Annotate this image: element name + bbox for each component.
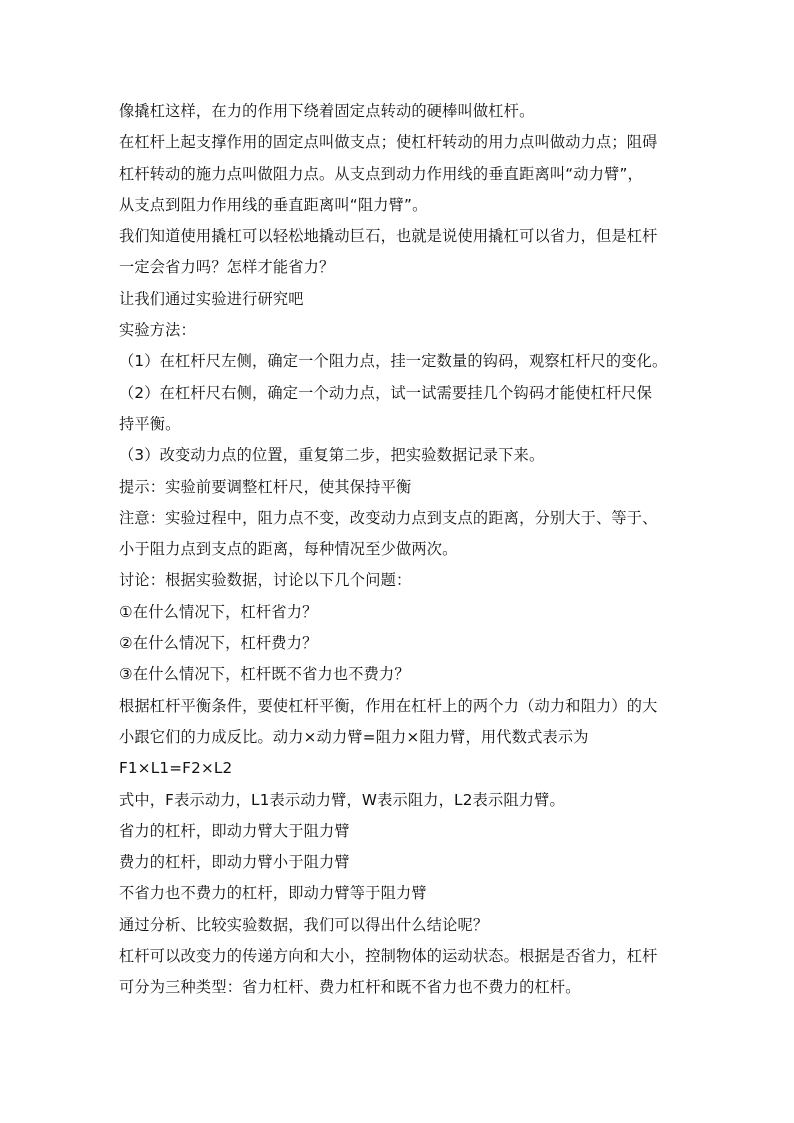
lever-type-force-saving: 省力的杠杆，即动力臂大于阻力臂 <box>119 821 350 840</box>
paragraph-line-conclusion: 杠杆可以改变力的传递方向和大小，控制物体的运动状态。根据是否省力，杠杆 <box>119 947 658 966</box>
lever-type-equal: 不省力也不费力的杠杆，即动力臂等于阻力臂 <box>119 884 427 903</box>
method-step-3: （3）改变动力点的位置，重复第二步，把实验数据记录下来。 <box>119 446 545 465</box>
paragraph-line-conclusion-question: 通过分析、比较实验数据，我们可以得出什么结论呢？ <box>119 915 489 934</box>
paragraph-line-lever-definition: 像撬杠这样，在力的作用下绕着固定点转动的硬棒叫做杠杆。 <box>119 102 535 120</box>
paragraph-line-balance-formula-text: 小跟它们的力成反比。动力×动力臂=阻力×阻力臂，用代数式表示为 <box>119 727 589 746</box>
paragraph-line-crowbar: 我们知道使用撬杠可以轻松地撬动巨石，也就是说使用撬杠可以省力，但是杠杆 <box>119 227 658 246</box>
paragraph-line-question: 一定会省力吗？怎样才能省力？ <box>119 258 335 277</box>
document-body <box>119 96 689 1004</box>
paragraph-line-note: 注意：实验过程中，阻力点不变，改变动力点到支点的距离，分别大于、等于、 <box>119 508 658 527</box>
discussion-question-3: ③在什么情况下，杠杆既不省力也不费力？ <box>119 665 410 684</box>
discussion-question-2: ②在什么情况下，杠杆费力？ <box>119 634 318 653</box>
paragraph-line-discussion: 讨论：根据实验数据，讨论以下几个问题： <box>119 571 412 590</box>
method-step-2-continued: 持平衡。 <box>119 414 181 433</box>
lever-type-force-costing: 费力的杠杆，即动力臂小于阻力臂 <box>119 853 350 872</box>
paragraph-line-tip: 提示：实验前要调整杠杆尺，使其保持平衡 <box>119 477 412 496</box>
discussion-question-1: ①在什么情况下，杠杆省力？ <box>119 602 318 621</box>
paragraph-line-method-heading: 实验方法： <box>119 321 196 340</box>
formula-line: F1×L1=F2×L2 <box>119 759 233 778</box>
formula-explanation: 式中，F表示动力，L1表示动力臂，W表示阻力，L2表示阻力臂。 <box>119 790 565 809</box>
method-step-1: （1）在杠杆尺左侧，确定一个阻力点，挂一定数量的钩码，观察杠杆尺的变化。 <box>119 352 668 371</box>
paragraph-line-conclusion-continued: 可分为三种类型：省力杠杆、费力杠杆和既不省力也不费力的杠杆。 <box>119 978 581 997</box>
paragraph-line-balance-condition: 根据杠杆平衡条件，要使杠杆平衡，作用在杠杆上的两个力（动力和阻力）的大 <box>119 696 658 715</box>
paragraph-line-note-continued: 小于阻力点到支点的距离，每种情况至少做两次。 <box>119 540 458 559</box>
paragraph-line-fulcrum: 在杠杆上起支撑作用的固定点叫做支点；使杠杆转动的用力点叫做动力点；阻碍 <box>119 133 658 152</box>
paragraph-line-resistance-point: 杠杆转动的施力点叫做阻力点。从支点到动力作用线的垂直距离叫“动力臂”， <box>119 164 643 183</box>
paragraph-line-resistance-arm: 从支点到阻力作用线的垂直距离叫“阻力臂”。 <box>119 195 428 214</box>
paragraph-line-experiment-intro: 让我们通过实验进行研究吧 <box>119 289 304 308</box>
method-step-2: （2）在杠杆尺右侧，确定一个动力点，试一试需要挂几个钩码才能使杠杆尺保 <box>119 383 653 402</box>
